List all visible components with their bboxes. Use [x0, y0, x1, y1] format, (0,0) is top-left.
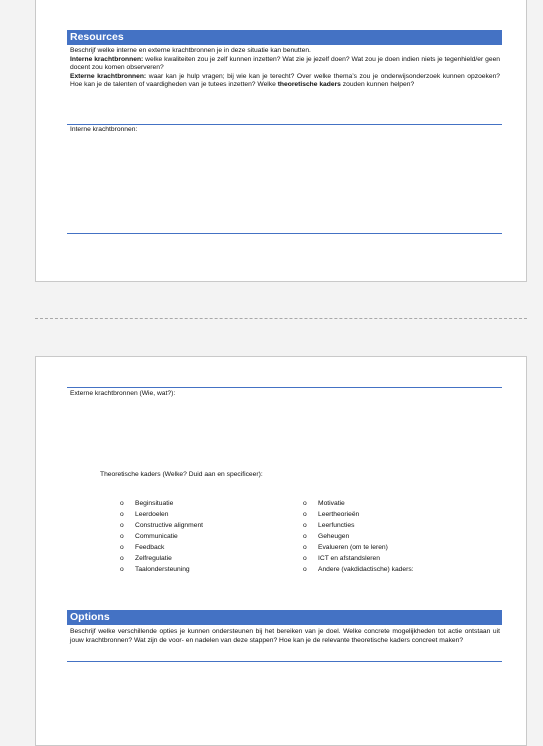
table-top-border-2 [67, 387, 502, 388]
options-heading: Options [67, 610, 502, 625]
framework-option[interactable] [120, 542, 203, 553]
framework-option-label: Communicatie [135, 533, 178, 540]
framework-option-label: Evalueren (om te leren) [318, 544, 388, 551]
framework-option-label: Taalondersteuning [135, 566, 190, 573]
options-instructions: Beschrijf welke verschillende opties je kunnen ondersteunen bij het bereiken van je doel. Welke concrete mogelijkheden tot actie ontstaan uit jouw krachtbronnen? Wat zijn de voor- en nadelen van deze stappen? Hoe kan je de relevante theoretische kaders concreet maken? [70, 628, 500, 644]
bullet-circle-icon: o [303, 522, 307, 529]
resources-intro: Beschrijf welke interne en externe krachtbronnen je in deze situatie kan benutten. [70, 47, 311, 54]
frameworks-field-label: Theoretische kaders (Welke? Duid aan en specificeer): [100, 471, 263, 478]
framework-option-label: Andere (vakdidactische) kaders: [318, 566, 414, 573]
bullet-circle-icon: o [120, 544, 124, 551]
framework-option-label: Leerfuncties [318, 522, 355, 529]
framework-option[interactable] [120, 553, 203, 564]
bullet-circle-icon: o [120, 566, 124, 573]
table-bottom-border [67, 233, 502, 234]
framework-option-label: Feedback [135, 544, 165, 551]
bullet-circle-icon: o [303, 533, 307, 540]
document-page-2 [35, 356, 527, 746]
framework-option-label: Leerdoelen [135, 511, 169, 518]
external-sources-text: waar kan je hulp vragen; bij wie kan je terecht? Over welke thema’s zou je onderwijsonderzoek kunnen opzoeken? Hoe kan je de talenten of vaardigheden van je tutees inzetten? Welke [70, 72, 501, 89]
bullet-circle-icon: o [120, 533, 124, 540]
internal-sources-field-label: Interne krachtbronnen: [70, 126, 138, 133]
framework-option[interactable] [120, 520, 203, 531]
external-sources-description [70, 73, 500, 90]
frameworks-term: theoretische kaders [277, 81, 341, 89]
resources-instructions [70, 47, 500, 90]
bullet-circle-icon: o [120, 511, 124, 518]
framework-option-label: Leertheorieën [318, 511, 360, 518]
frameworks-list-left [120, 498, 203, 575]
framework-option[interactable] [303, 509, 414, 520]
internal-sources-description [70, 56, 500, 73]
framework-option[interactable] [303, 564, 414, 575]
framework-option-label: Constructive alignment [135, 522, 204, 529]
options-table-border [67, 661, 502, 662]
framework-option[interactable] [303, 520, 414, 531]
internal-sources-term: Interne krachtbronnen: [70, 55, 144, 63]
internal-sources-text: welke kwaliteiten zou je zelf kunnen inzetten? Wat zie je jezelf doen? Wat zou je doen indien niets je tegenhield/er geen docent zou komen observeren? [70, 55, 501, 72]
framework-option[interactable] [120, 564, 203, 575]
external-sources-term: Externe krachtbronnen: [70, 72, 147, 80]
bullet-circle-icon: o [120, 500, 124, 507]
frameworks-list-right [303, 498, 414, 575]
document-page-1 [35, 0, 527, 282]
resources-heading: Resources [67, 30, 502, 45]
framework-option-label: Geheugen [318, 533, 350, 540]
bullet-circle-icon: o [303, 555, 307, 562]
framework-option-label: ICT en afstandsleren [318, 555, 380, 562]
page-separator [35, 318, 527, 319]
frameworks-text: zouden kunnen helpen? [340, 81, 415, 89]
framework-option[interactable] [120, 531, 203, 542]
framework-option[interactable] [120, 509, 203, 520]
bullet-circle-icon: o [303, 500, 307, 507]
framework-option[interactable] [303, 531, 414, 542]
external-sources-field-label: Externe krachtbronnen (Wie, wat?): [70, 390, 176, 397]
framework-option-label: Beginsituatie [135, 500, 174, 507]
framework-option-label: Motivatie [318, 500, 345, 507]
framework-option-label: Zelfregulatie [135, 555, 172, 562]
framework-option[interactable] [120, 498, 203, 509]
bullet-circle-icon: o [120, 555, 124, 562]
bullet-circle-icon: o [303, 511, 307, 518]
framework-option[interactable] [303, 542, 414, 553]
table-top-border [67, 124, 502, 125]
framework-option[interactable] [303, 553, 414, 564]
framework-option[interactable] [303, 498, 414, 509]
bullet-circle-icon: o [120, 522, 124, 529]
bullet-circle-icon: o [303, 544, 307, 551]
bullet-circle-icon: o [303, 566, 307, 573]
